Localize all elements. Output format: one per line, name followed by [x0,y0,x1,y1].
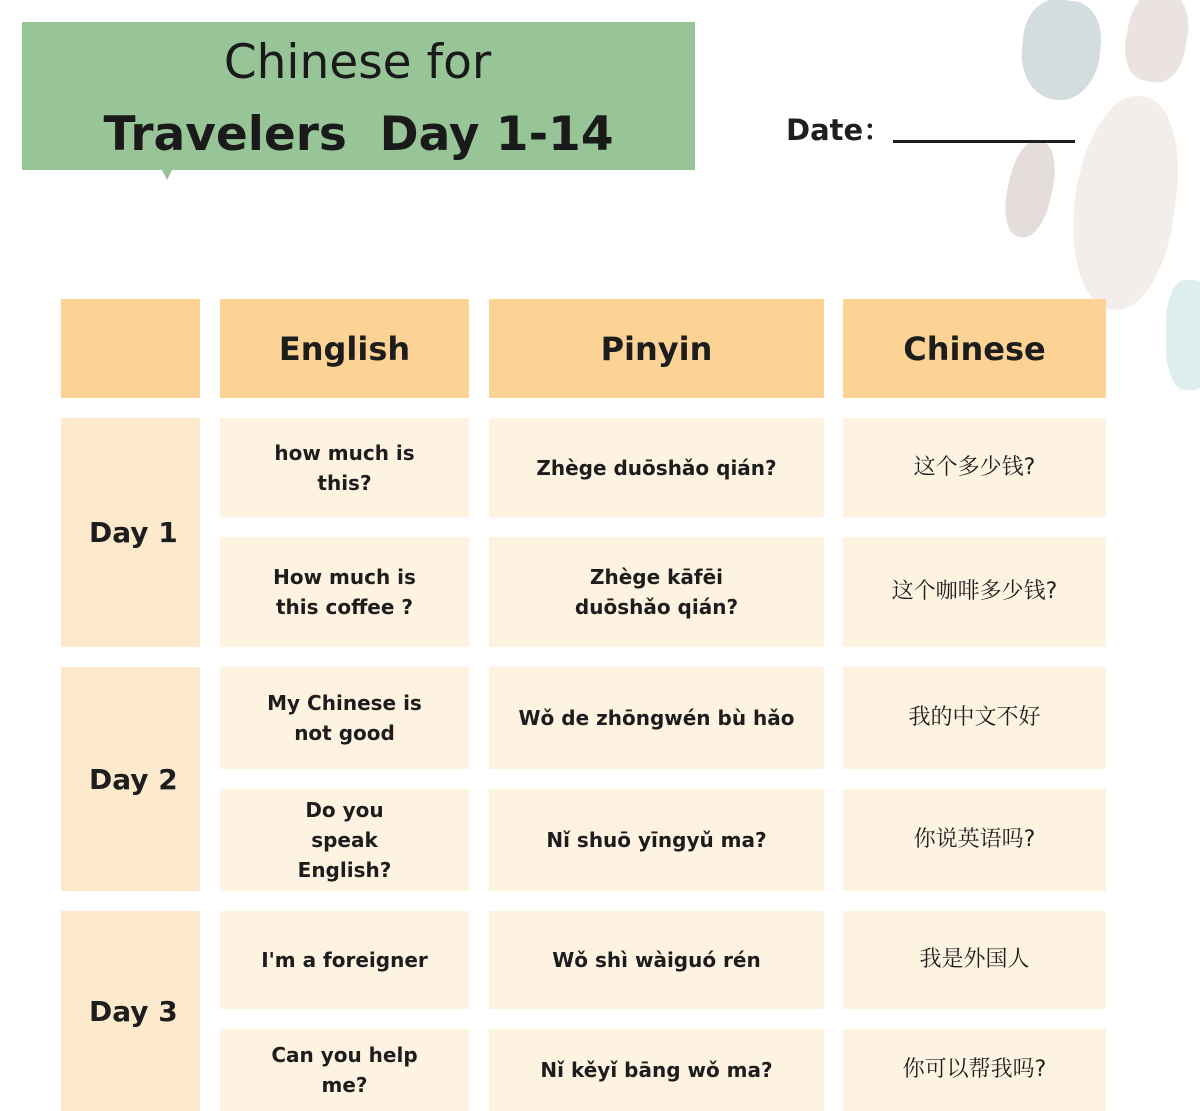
english-cell: I'm a foreigner [220,911,469,1009]
pinyin-cell: Wǒ shì wàiguó rén [489,911,824,1009]
date-label: Date： [786,113,893,147]
page-title-line-1: Chinese for [223,35,492,90]
chinese-cell: 我是外国人 [843,911,1106,1009]
pinyin-cell: Nǐ kěyǐ bāng wǒ ma? [489,1029,824,1111]
chinese-cell: 你说英语吗? [843,789,1106,891]
day-label: Day 1 [61,418,200,647]
pinyin-cell: Wǒ de zhōngwén bù hǎo [489,667,824,769]
date-blank-line[interactable] [893,140,1075,143]
chinese-cell: 这个咖啡多少钱? [843,537,1106,647]
chinese-cell: 你可以帮我吗? [843,1029,1106,1111]
title-banner [22,22,695,170]
english-cell: Do you speak English? [220,789,469,891]
chinese-cell: 我的中文不好 [843,667,1106,769]
chinese-cell: 这个多少钱? [843,418,1106,517]
english-cell: My Chinese is not good [220,667,469,769]
pinyin-cell: Zhège kāfēi duōshǎo qián? [489,537,824,647]
pinyin-cell: Nǐ shuō yīngyǔ ma? [489,789,824,891]
decorative-brush-stroke [1166,280,1200,390]
pinyin-cell: Zhège duōshǎo qián? [489,418,824,517]
english-cell: how much is this? [220,418,469,517]
day-label: Day 2 [61,667,200,891]
decorative-brush-stroke [998,136,1061,241]
header-cell-blank [61,299,200,398]
decorative-brush-stroke [1017,0,1105,104]
header-cell-pinyin: Pinyin [489,299,824,398]
page-title-line-2: Travelers Day 1-14 [103,107,614,162]
english-cell: Can you help me? [220,1029,469,1111]
decorative-brush-stroke [1119,0,1194,87]
header-cell-chinese: Chinese [843,299,1106,398]
english-cell: How much is this coffee ? [220,537,469,647]
header-cell-english: English [220,299,469,398]
decorative-brush-stroke [1061,89,1190,316]
day-label: Day 3 [61,911,200,1111]
